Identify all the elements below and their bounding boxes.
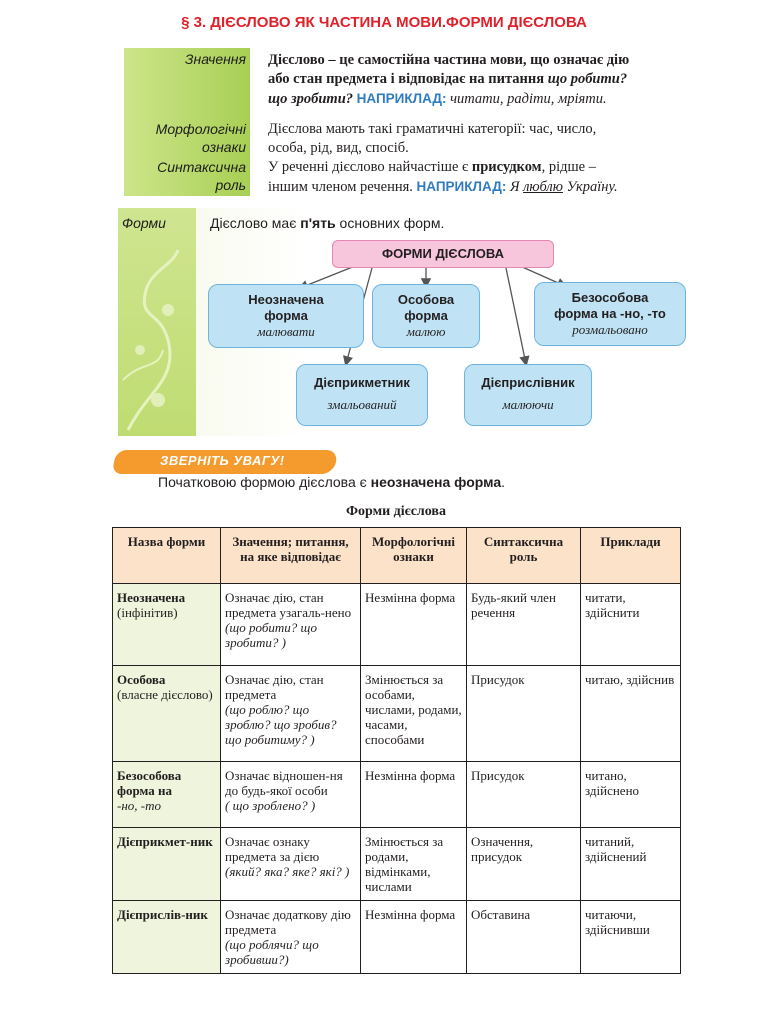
forms-intro-pre: Дієслово має [210,215,301,231]
cell-morph: Незмінна форма [361,762,467,828]
cell-name-main: Неозначена [117,590,186,605]
label-synt-line2: роль [215,177,246,193]
cell-meaning-text: Означає дію, стан предмета узагаль-нено [225,590,352,620]
form-box-personal [372,284,480,348]
meaning-line1: – це самостійна частина мови, що означає дію [324,52,630,68]
cell-meaning [221,666,361,762]
cell-name-main: Особова [117,672,166,687]
form-box-infinitive [208,284,364,348]
cell-meaning-questions: (що роблю? що зроблю? що зробив? що робитиму? ) [225,702,337,747]
form-box-impersonal-example: розмальовано [572,322,648,337]
form-box-adverbial-example: малюючи [502,397,554,412]
table-row [113,901,681,974]
meaning-line2: або стан предмета і відповідає на питання [268,71,548,87]
term-dieslovo: Дієслово [268,52,325,68]
cell-meaning-text: Означає додаткову дію предмета [225,907,351,937]
cell-meaning [221,901,361,974]
question-2: що зробити? [268,91,354,107]
example-label-2: НАПРИКЛАД: [416,179,507,194]
cell-meaning-questions: ( що зроблено? ) [225,798,316,813]
table-header-meaning: Значення; питання, на яке відповідає [221,528,361,584]
cell-meaning-questions: (який? яка? яке? які? ) [225,864,350,879]
cell-name [113,666,221,762]
label-morph-line1: Морфологічні [155,121,246,137]
forms-intro-bold: п'ять [300,215,336,231]
morph-line1: Дієслова мають такі граматичні категорії: час, число, [268,121,597,137]
table-header-role: Синтаксична роль [467,528,581,584]
form-box-personal-line2: форма [404,308,448,323]
synt-ex-post: Україну. [562,179,618,195]
table-row [113,828,681,901]
cell-role: Присудок [467,666,581,762]
example-label-1: НАПРИКЛАД: [356,91,447,106]
table-header-morph: Морфологічні ознаки [361,528,467,584]
cell-role: Присудок [467,762,581,828]
form-box-participle-example: змальований [327,397,397,412]
cell-role: Означення, присудок [467,828,581,901]
synt-line2-pre: іншим членом речення. [268,179,417,195]
forms-intro-post: основних форм. [335,215,445,231]
cell-role: Будь-який член речення [467,584,581,666]
form-box-participle [296,364,428,426]
attention-text-bold: неозначена форма [370,474,502,490]
cell-name [113,901,221,974]
form-box-infinitive-line2: форма [264,308,308,323]
cell-meaning-text: Означає відношен-ня до будь-якої особи [225,768,343,798]
form-box-impersonal [534,282,686,346]
cell-morph: Змінюється за особами, числами, родами, часами, способами [361,666,467,762]
cell-name-main: Дієприслів-ник [117,907,208,922]
question-1: що робити? [547,71,628,87]
cell-examples: читаю, здійснив [581,666,681,762]
cell-examples: читаючи, здійснивши [581,901,681,974]
synt-ex-underlined: люблю [523,179,563,195]
cell-name-sub: -но, -то [117,798,161,813]
page-title: § 3. ДІЄСЛОВО ЯК ЧАСТИНА МОВИ.ФОРМИ ДІЄСЛОВА [181,14,587,31]
morph-line2: особа, рід, вид, спосіб. [268,140,409,156]
synt-line1-post: , рідше – [541,159,596,175]
cell-name-sub: (власне дієслово) [117,687,213,702]
form-box-infinitive-line1: Неозначена [248,292,324,307]
attention-text-post: . [501,474,506,490]
cell-name-main: Дієприкмет-ник [117,834,213,849]
cell-role: Обставина [467,901,581,974]
cell-morph: Незмінна форма [361,584,467,666]
attention-text [158,474,505,490]
table-caption: Форми дієслова [345,504,446,519]
cell-meaning [221,828,361,901]
form-box-impersonal-line2: форма на -но, -то [554,306,666,321]
cell-meaning-questions: (що роблячи? що зробивши?) [225,937,319,967]
cell-meaning-text: Означає дію, стан предмета [225,672,324,702]
cell-name-sub: (інфінітив) [117,605,178,620]
table-row [113,584,681,666]
cell-name-main: Безособова форма на [117,768,182,798]
label-forms: Форми [122,215,166,231]
table-row [113,762,681,828]
cell-examples: читаний, здійснений [581,828,681,901]
form-box-adverbial-line1: Дієприслівник [481,375,575,390]
attention-text-pre: Початковою формою дієслова є [158,474,371,490]
table-header-name: Назва форми [113,528,221,584]
table-header-examples: Приклади [581,528,681,584]
label-meaning: Значення [184,51,246,67]
form-box-participle-line1: Дієприкметник [314,375,410,390]
cell-meaning-text: Означає ознаку предмета за дією [225,834,320,864]
forms-header-box: ФОРМИ ДІЄСЛОВА [332,240,554,268]
forms-table [112,527,680,974]
cell-examples: читано, здійснено [581,762,681,828]
form-box-personal-example: малюю [406,324,446,339]
form-box-personal-line1: Особова [397,292,455,307]
label-synt-line1: Синтаксична [157,159,246,175]
meaning-examples: читати, радіти, мріяти. [450,91,607,107]
label-morph-line2: ознаки [201,139,246,155]
form-box-adverbial-participle [464,364,592,426]
table-header-row [113,528,681,584]
cell-examples: читати, здійснити [581,584,681,666]
cell-meaning [221,762,361,828]
cell-morph: Змінюється за родами, відмінками, числами [361,828,467,901]
synt-ex-pre: Я [509,179,524,195]
cell-morph: Незмінна форма [361,901,467,974]
cell-meaning [221,584,361,666]
table-row [113,666,681,762]
cell-name [113,584,221,666]
attention-label: ЗВЕРНІТЬ УВАГУ! [160,453,285,468]
form-box-infinitive-example: малювати [257,324,315,339]
synt-line1-pre: У реченні дієслово найчастіше є [268,159,472,175]
synt-bold: присудком [471,159,542,175]
cell-name [113,762,221,828]
cell-meaning-questions: (що робити? що зробити? ) [225,620,318,650]
cell-name [113,828,221,901]
form-box-impersonal-line1: Безособова [571,290,649,305]
